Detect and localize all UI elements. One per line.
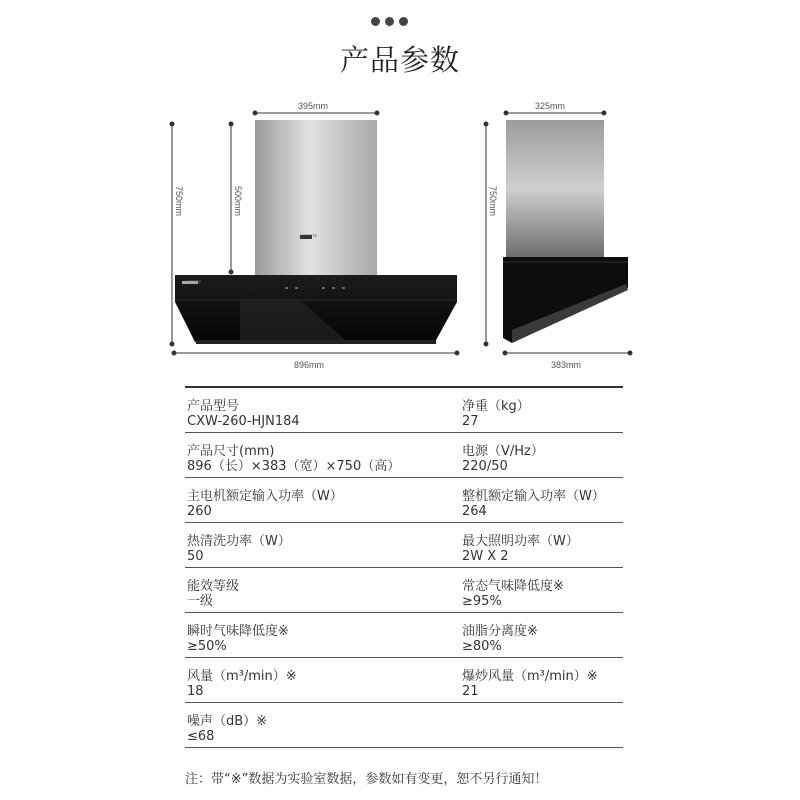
spec-value: 220/50 — [462, 459, 508, 474]
table-row — [185, 613, 623, 658]
spec-value: 264 — [462, 504, 487, 519]
spec-label: 电源（V/Hz） — [462, 444, 544, 459]
spec-value: ≥50% — [187, 639, 227, 654]
page-title: 产品参数 — [339, 43, 460, 77]
table-row — [185, 568, 623, 613]
spec-value: ≥80% — [462, 639, 502, 654]
brand-logo-panel: NORITZ — [186, 279, 201, 284]
spec-label: 主电机额定输入功率（W） — [187, 489, 343, 504]
spec-value: 2W X 2 — [462, 549, 509, 564]
spec-value: ≥95% — [462, 594, 502, 609]
spec-label: 爆炒风量（m³/min）※ — [462, 669, 598, 684]
spec-label: 常态气味降低度※ — [462, 579, 564, 594]
spec-value: 260 — [187, 504, 212, 519]
side-total-height-label: 750mm — [488, 186, 498, 217]
front-total-height-label: 750mm — [174, 186, 184, 217]
product-diagram — [0, 0, 800, 380]
spec-label: 油脂分离度※ — [462, 624, 538, 639]
spec-table — [185, 386, 623, 748]
brand-logo: NORITZ — [302, 233, 317, 238]
spec-value: 896（长）×383（宽）×750（高） — [187, 459, 401, 474]
spec-label: 噪声（dB）※ — [187, 714, 268, 729]
side-view-hood — [503, 120, 628, 343]
spec-label: 产品型号 — [187, 399, 240, 414]
table-row — [185, 388, 623, 433]
spec-value: CXW-260-HJN184 — [187, 414, 300, 429]
spec-label: 产品尺寸(mm) — [187, 444, 275, 459]
table-row — [185, 658, 623, 703]
spec-value: 18 — [187, 684, 204, 699]
spec-label: 风量（m³/min）※ — [187, 669, 297, 684]
front-view-hood — [175, 120, 457, 344]
table-row — [185, 478, 623, 523]
spec-label: 整机额定输入功率（W） — [462, 489, 605, 504]
spec-label: 热清洗功率（W） — [187, 534, 291, 549]
side-top-depth-label: 325mm — [535, 101, 566, 111]
spec-label: 最大照明功率（W） — [462, 534, 579, 549]
spec-value: 21 — [462, 684, 479, 699]
spec-label: 瞬时气味降低度※ — [187, 624, 289, 639]
front-top-width-label: 395mm — [298, 101, 329, 111]
spec-value: 27 — [462, 414, 479, 429]
side-depth-label: 383mm — [551, 360, 582, 370]
spec-label: 净重（kg） — [462, 399, 530, 414]
spec-label: 能效等级 — [187, 579, 240, 594]
spec-value: 50 — [187, 549, 204, 564]
front-width-label: 896mm — [294, 360, 325, 370]
spec-value: 一级 — [187, 594, 214, 609]
spec-value: ≤68 — [187, 729, 215, 744]
table-row — [185, 703, 623, 748]
table-row — [185, 433, 623, 478]
footnote: 注：带“※”数据为实验室数据，参数如有变更，恕不另行通知！ — [185, 772, 548, 787]
front-canopy-height-label: 500mm — [233, 186, 243, 217]
table-row — [185, 523, 623, 568]
